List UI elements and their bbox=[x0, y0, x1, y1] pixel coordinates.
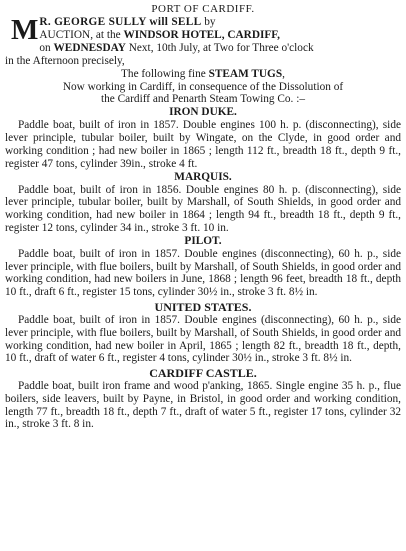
following-suffix: , bbox=[282, 67, 285, 80]
dissolution-line-2: the Cardiff and Penarth Steam Towing Co. :– bbox=[101, 93, 305, 106]
port-heading: PORT OF CARDIFF. bbox=[151, 3, 255, 15]
vessel-name-united-states: UNITED STATES. bbox=[154, 299, 252, 314]
steam-tugs-label: STEAM TUGS bbox=[208, 67, 283, 80]
dissolution-line-1: Now working in Cardiff, in consequence of the Dissolution of bbox=[62, 80, 344, 93]
vessel-name-iron-duke: IRON DUKE. bbox=[169, 106, 237, 119]
auction-venue: WINDSOR HOTEL, CARDIFF, bbox=[123, 28, 280, 41]
following-prefix: The following fine bbox=[121, 67, 209, 80]
vessel-description-cardiff-castle: Paddle boat, built iron frame and wood p'anking, 1865. Single engine 35 h. p., flue boilers, side leavers, built by Payne, in Bristol, in good order and working condition, length 77 ft., breadth 18 ft., depth 7 ft., draft of water 5 ft., register 17 tons, cylinder 32 in., stroke 3 ft. 8 in. bbox=[5, 380, 401, 431]
auctioneer-announcement: R. GEORGE SULLY will SELL bbox=[39, 16, 202, 28]
following-line bbox=[5, 68, 401, 81]
date-prefix: on bbox=[39, 41, 54, 54]
vessel-description-united-states: Paddle boat, built of iron in 1857. Double engines (disconnecting), 60 h. p., side lever principle, with flue boilers, built by Marshall, of South Shields, in good order and working condition, had new boiler in April, 1865 ; length 82 ft., breadth 18 ft., depth, 10 ft., draft of water 6 ft., register 4 tons, cylinder 30½ in., stroke 3 ft. 8½ in. bbox=[5, 313, 401, 365]
vessel-description-marquis: Paddle boat, built of iron in 1856. Double engines 80 h. p. (disconnecting), side lever principle, tubular boiler, built by Marshall, of South Shields, in good order and working condition, had new boiler in 1864 ; length 94 ft., breadth 18 ft., depth 9 ft., register 12 tons, cylinder 34 in., stroke 3 ft. 10 in. bbox=[5, 183, 401, 234]
vessel-name-cardiff-castle: CARDIFF CASTLE. bbox=[149, 366, 257, 381]
intro-paragraph bbox=[5, 16, 401, 68]
vessel-description-iron-duke: Paddle boat, built of iron in 1857. Double engines 100 h. p. (disconnecting), side lever principle, tubular boiler, built by Wingate, on the Clyde, in good order and working condition ; had new boiler in 1865 ; length 112 ft., breadth 18 ft., depth 9 ft., register 47 tons, cylinder 39in., stroke 4 ft. bbox=[5, 119, 401, 170]
afternoon-line: in the Afternoon precisely, bbox=[5, 54, 125, 67]
drop-cap: M bbox=[11, 14, 39, 46]
auction-day: WEDNESDAY bbox=[53, 41, 126, 54]
auction-time: Next, 10th July, at Two for Three o'clock bbox=[125, 41, 314, 54]
vessel-name-pilot: PILOT. bbox=[184, 234, 222, 247]
announcement-tail: by bbox=[201, 16, 216, 28]
vessel-name-marquis: MARQUIS. bbox=[174, 170, 232, 183]
vessel-description-pilot: Paddle boat, built of iron in 1857. Double engines (disconnecting), 60 h. p., side lever principle, with flue boilers, built by Marshall, of South Shields, in good order and working condition, had new boilers in June, 1868 ; length 96 feet, breadth 18 ft., depth 10 ft., draft 6 ft., register 15 tons, cylinder 30½ in., stroke 3 ft. 8½ in. bbox=[5, 247, 401, 299]
auction-prefix: AUCTION, at the bbox=[39, 28, 124, 41]
